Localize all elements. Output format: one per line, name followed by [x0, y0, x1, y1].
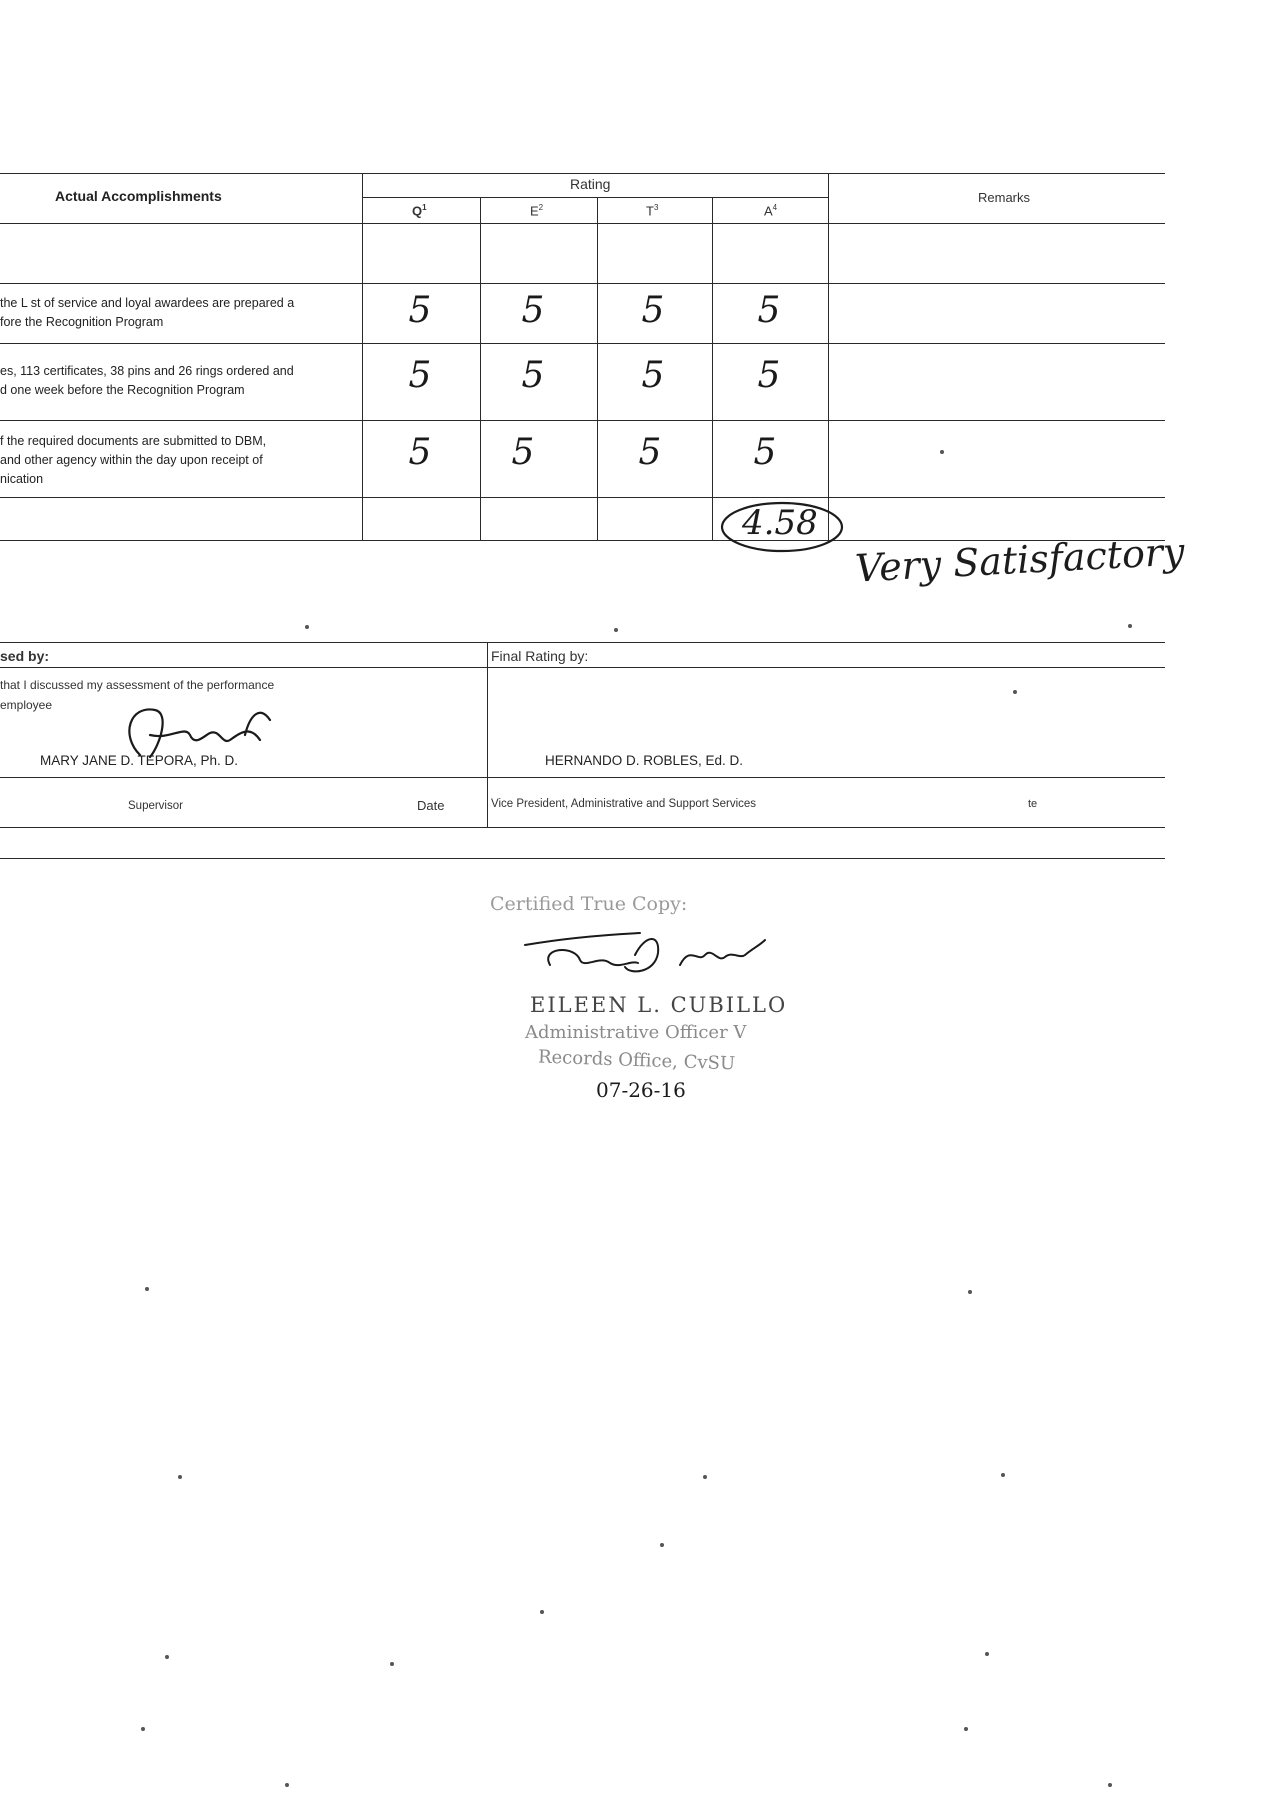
- scan-speck: [985, 1652, 989, 1656]
- scan-speck: [178, 1475, 182, 1479]
- e-header-sup: 2: [538, 203, 544, 212]
- a-header: [764, 203, 777, 218]
- final-rater-title: Vice President, Administrative and Support Services: [491, 798, 757, 810]
- final-remark: Very Satisfactory: [854, 529, 1186, 591]
- row-divider-1: [0, 283, 1165, 284]
- signature-section-bottom-2: [0, 858, 1165, 859]
- rating-header: Rating: [570, 176, 611, 192]
- row2-rating-e: 5: [521, 355, 545, 396]
- scan-speck: [1108, 1783, 1112, 1787]
- signature-section-bottom-1: [0, 827, 1165, 828]
- certifier-position: Administrative Officer V: [525, 1022, 747, 1043]
- supervisor-date-label: Date: [417, 798, 445, 813]
- certifier-signature: [520, 925, 820, 1000]
- a-header-sup: 4: [772, 203, 778, 212]
- scan-speck: [660, 1543, 664, 1547]
- row-divider-2: [0, 343, 1165, 344]
- scan-speck: [305, 625, 309, 629]
- scan-speck: [964, 1727, 968, 1731]
- a-header-letter: A: [764, 203, 773, 219]
- signature-name-underline: [0, 777, 1165, 778]
- supervisor-name: MARY JANE D. TEPORA, Ph. D.: [40, 753, 239, 768]
- certifier-office: Records Office, CvSU: [537, 1046, 736, 1075]
- e-header: [530, 203, 543, 218]
- row3-rating-t: 5: [638, 432, 662, 473]
- t-header-sup: 3: [653, 203, 659, 212]
- row3-rating-q: 5: [408, 432, 432, 473]
- scan-speck: [1001, 1473, 1005, 1477]
- discussed-text-line2: employee: [0, 698, 53, 712]
- signature-section-top: [0, 642, 1165, 643]
- certified-true-copy-label: Certified True Copy:: [490, 893, 688, 915]
- q-header: [412, 203, 427, 218]
- discussed-by-label: sed by:: [0, 648, 50, 664]
- row1-rating-e: 5: [521, 290, 545, 331]
- scan-speck: [165, 1655, 169, 1659]
- row3-accomplishment-line2: and other agency within the day upon receipt of: [0, 453, 263, 467]
- final-rater-date-label: te: [1028, 798, 1038, 810]
- col-divider-accomplishments: [362, 173, 363, 540]
- final-rater-name: HERNANDO D. ROBLES, Ed. D.: [545, 753, 744, 768]
- row1-rating-a: 5: [757, 290, 781, 331]
- row3-rating-a: 5: [753, 432, 777, 473]
- signature-col-divider: [487, 642, 488, 827]
- rating-subheader-line: [362, 197, 828, 198]
- row2-accomplishment-line1: es, 113 certificates, 38 pins and 26 rings ordered and: [0, 364, 294, 378]
- row3-accomplishment-line3: nication: [0, 472, 44, 486]
- t-header-letter: T: [646, 203, 654, 219]
- final-score: 4.58: [742, 503, 818, 543]
- supervisor-title: Supervisor: [128, 800, 183, 812]
- remarks-header: Remarks: [978, 190, 1031, 205]
- row1-accomplishment-line1: the L st of service and loyal awardees are prepared a: [0, 296, 295, 310]
- t-header: [646, 203, 658, 218]
- scan-speck: [390, 1662, 394, 1666]
- row3-accomplishment-line1: f the required documents are submitted to DBM,: [0, 434, 267, 448]
- scan-speck: [141, 1727, 145, 1731]
- col-divider-e: [597, 197, 598, 540]
- certification-date: 07-26-16: [596, 1078, 686, 1102]
- row3-rating-e: 5: [511, 432, 535, 473]
- row-divider-4: [0, 497, 1165, 498]
- row1-rating-t: 5: [641, 290, 665, 331]
- scan-speck: [285, 1783, 289, 1787]
- scan-speck: [1128, 624, 1132, 628]
- scan-speck: [614, 628, 618, 632]
- scan-speck: [1013, 690, 1017, 694]
- scan-speck: [703, 1475, 707, 1479]
- q-header-sup: 1: [422, 203, 427, 212]
- row-divider-3: [0, 420, 1165, 421]
- row1-rating-q: 5: [408, 290, 432, 331]
- scan-speck: [940, 450, 944, 454]
- row2-rating-t: 5: [641, 355, 665, 396]
- col-divider-remarks: [828, 173, 829, 540]
- signature-label-underline: [0, 667, 1165, 668]
- certifier-name: EILEEN L. CUBILLO: [530, 993, 788, 1017]
- col-divider-t: [712, 197, 713, 540]
- row2-rating-a: 5: [757, 355, 781, 396]
- discussed-text-line1: that I discussed my assessment of the performance: [0, 678, 275, 692]
- col-divider-q: [480, 197, 481, 540]
- row2-accomplishment-line2: d one week before the Recognition Program: [0, 383, 245, 397]
- scan-speck: [145, 1287, 149, 1291]
- e-header-letter: E: [530, 203, 539, 219]
- final-rating-label: Final Rating by:: [491, 648, 589, 664]
- table-top-border: [0, 173, 1165, 174]
- scan-speck: [540, 1610, 544, 1614]
- accomplishments-header: Actual Accomplishments: [55, 188, 222, 204]
- q-header-letter: Q: [412, 203, 423, 219]
- row1-accomplishment-line2: fore the Recognition Program: [0, 315, 164, 329]
- header-bottom-border: [0, 223, 1165, 224]
- scan-speck: [968, 1290, 972, 1294]
- row2-rating-q: 5: [408, 355, 432, 396]
